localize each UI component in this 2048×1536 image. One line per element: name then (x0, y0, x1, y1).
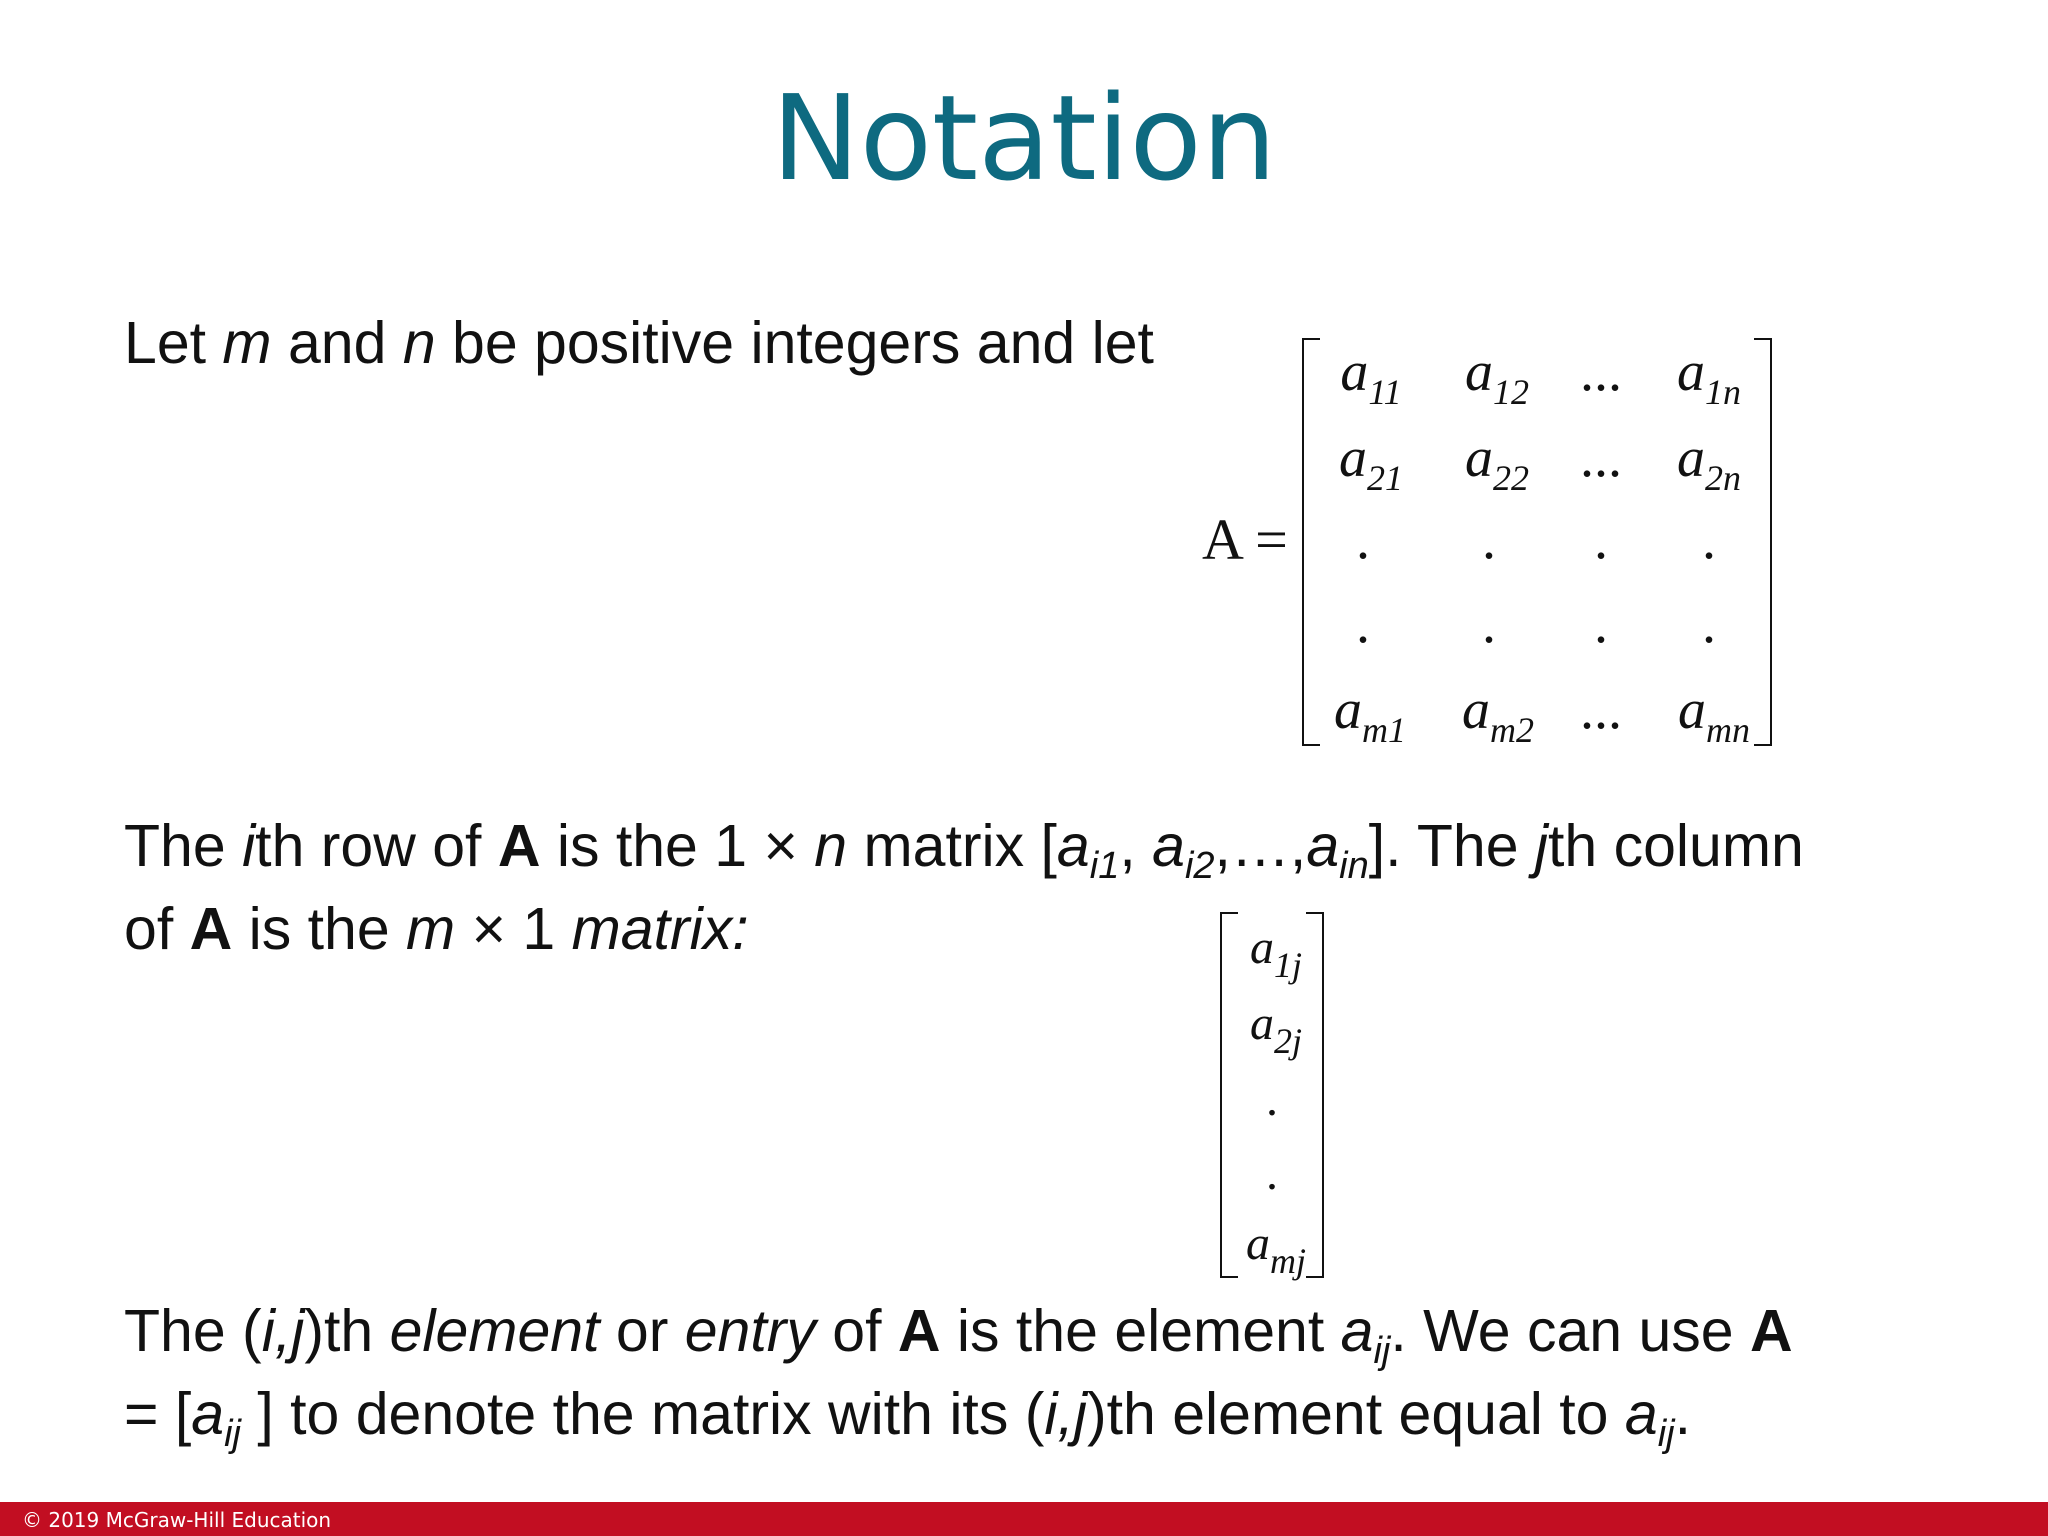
matrix-a-cell: . (1482, 509, 1496, 571)
matrix-a-cell: $a_{mn}$ (1678, 679, 1750, 750)
matrix-a-cell: . (1702, 509, 1716, 571)
matrix-a-lhs: A = (1202, 507, 1288, 572)
matrix-a-cell: ... (1580, 427, 1622, 489)
matrix-a-left-bracket (1302, 338, 1320, 746)
column-vector-cell: . (1266, 1073, 1278, 1126)
matrix-a-cell: . (1702, 593, 1716, 655)
matrix-a-cell: $a_{11}$ (1340, 341, 1402, 412)
element-line-1: The (i,j)th element or entry of A is the element $a_{ij}$. We can use A (124, 1298, 1793, 1372)
element-line-2: = [$a_{ij}$ ] to denote the matrix with its (i,j)th element equal to $a_{ij}$. (124, 1381, 1691, 1455)
matrix-a-cell: . (1482, 593, 1496, 655)
matrix-a-cell: ... (1580, 679, 1622, 741)
matrix-a-cell: ... (1580, 341, 1622, 403)
row-column-line-2: of A is the m × 1 matrix: (124, 896, 749, 962)
row-column-line-1: The ith row of A is the 1 × n matrix [$a_{i1}$, $a_{i2},\dots,a_{in}$]. The jth column (124, 813, 1804, 887)
matrix-a-cell: . (1356, 509, 1370, 571)
column-vector-cell: $a_{mj}$ (1246, 1217, 1306, 1281)
matrix-a-cell: . (1594, 593, 1608, 655)
row-column-sentence (124, 805, 1804, 971)
matrix-a-cell: $a_{12}$ (1465, 341, 1529, 412)
slide-title: Notation (771, 69, 1277, 207)
matrix-a-cell: $a_{2n}$ (1677, 427, 1741, 498)
matrix-a-cell: $a_{22}$ (1465, 427, 1529, 498)
matrix-a-cell: . (1356, 593, 1370, 655)
matrix-a-cell: $a_{m2}$ (1462, 679, 1534, 750)
column-vector-cell: $a_{1j}$ (1249, 921, 1302, 985)
element-sentence (124, 1290, 1793, 1456)
matrix-a-cell: $a_{m1}$ (1334, 679, 1406, 750)
matrix-a-cell: . (1594, 509, 1608, 571)
matrix-a-cell: $a_{1n}$ (1677, 341, 1741, 412)
column-vector-cell: . (1266, 1147, 1278, 1200)
column-vector-cell: $a_{2j}$ (1249, 997, 1302, 1061)
copyright-notice: © 2019 McGraw-Hill Education (22, 1508, 332, 1532)
matrix-a-cell: $a_{21}$ (1339, 427, 1403, 498)
footer-bar (0, 1502, 2048, 1536)
intro-sentence: Let m and n be positive integers and let (124, 310, 1154, 376)
